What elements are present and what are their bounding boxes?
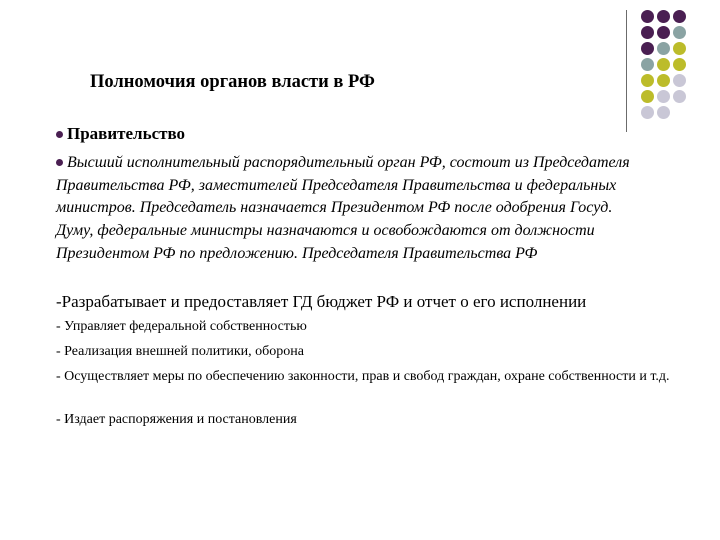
- decorative-dot: [641, 106, 654, 119]
- decorative-dot-grid: [641, 10, 686, 119]
- decorative-dot: [641, 26, 654, 39]
- bullet-icon: [56, 159, 63, 166]
- decorative-dot: [641, 58, 654, 71]
- decorative-dot: [657, 90, 670, 103]
- decorative-dot: [673, 26, 686, 39]
- decorative-dot: [673, 90, 686, 103]
- decorative-dot: [673, 58, 686, 71]
- decorative-dot: [641, 74, 654, 87]
- vertical-divider: [626, 10, 627, 132]
- decorative-dot: [657, 74, 670, 87]
- decorative-dot: [641, 10, 654, 23]
- decorative-dot: [641, 90, 654, 103]
- power-item-property: - Управляет федеральной собственностью: [56, 319, 307, 334]
- decorative-dot: [657, 42, 670, 55]
- decorative-dot: [657, 26, 670, 39]
- section-heading: [56, 124, 185, 144]
- power-item-law-enforcement: - Осуществляет меры по обеспечению законности, прав и свобод граждан, охране собственности и т.д.: [56, 369, 670, 384]
- section-heading-text: Правительство: [67, 124, 186, 143]
- power-item-budget: -Разрабатывает и предоставляет ГД бюджет РФ и отчет о его исполнении: [56, 292, 587, 311]
- decorative-dot: [673, 106, 686, 119]
- decorative-dot: [657, 10, 670, 23]
- decorative-dot: [673, 74, 686, 87]
- decorative-dot: [641, 42, 654, 55]
- decorative-dot: [673, 42, 686, 55]
- bullet-icon: [56, 131, 63, 138]
- slide-title: Полномочия органов власти в РФ: [90, 72, 375, 92]
- decorative-dot: [657, 106, 670, 119]
- decorative-dot: [673, 10, 686, 23]
- power-item-foreign-policy: - Реализация внешней политики, оборона: [56, 344, 304, 359]
- description-text: Высший исполнительный распорядительный орган РФ, состоит из Председателя Правительства РФ, заместителей Председателя Правительства и федеральных министров. Председатель назначается Президентом РФ после одобрения Госуд. Думу, федеральные министры назначаются и освобождаются от должности Президентом РФ по предложению. Председателя Правительства РФ: [56, 154, 630, 262]
- decorative-dot: [657, 58, 670, 71]
- power-item-decrees: - Издает распоряжения и постановления: [56, 412, 297, 427]
- government-description: [56, 152, 646, 266]
